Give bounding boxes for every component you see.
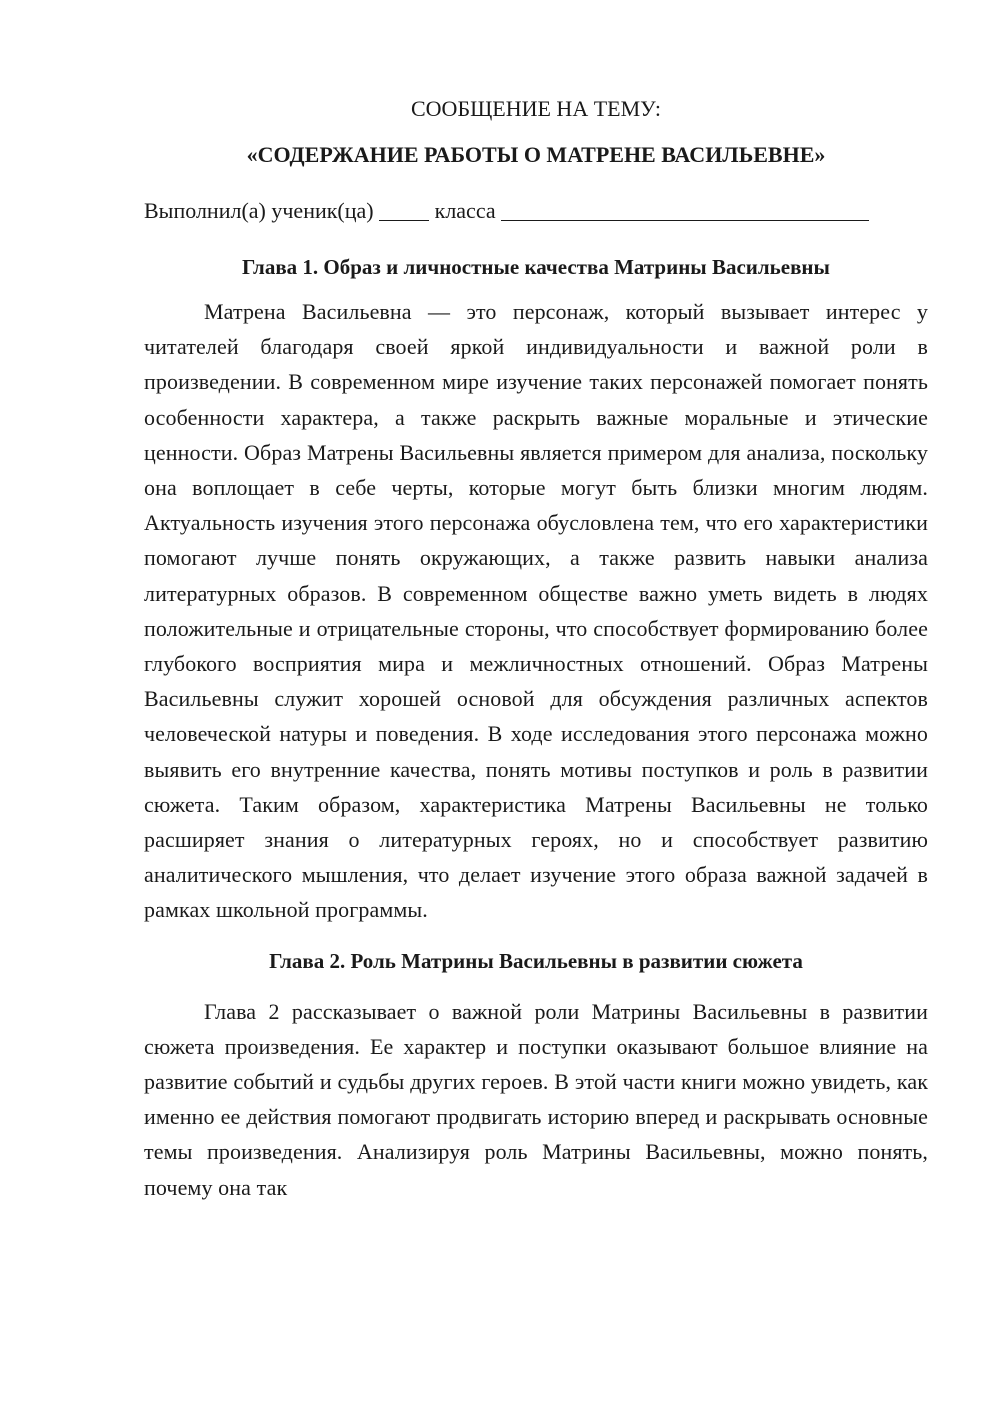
- chapter-1-paragraph: Матрена Васильевна — это персонаж, который вызывает интерес у читателей благодаря своей яркой индивидуальности и важной роли в произведении. В современном мире изучение таких персонажей помогает понять особенности характера, а также раскрыть важные моральные и этические ценности. Образ Матрены Васильевны является примером для анализа, поскольку она воплощает в себе черты, которые могут быть близки многим людям. Актуальность изучения этого персонажа обусловлена тем, что его характеристики помогают лучше понять окружающих, а также развить навыки анализа литературных образов. В современном обществе важно уметь видеть в людях положительные и отрицательные стороны, что способствует формированию более глубокого восприятия мира и межличностных отношений. Образ Матрены Васильевны служит хорошей основой для обсуждения различных аспектов человеческой натуры и поведения. В ходе исследования этого персонажа можно выявить его внутренние качества, понять мотивы поступков и роль в развитии сюжета. Таким образом, характеристика Матрены Васильевны не только расширяет знания о литературных героях, но и способствует развитию аналитического мышления, что делает изучение этого образа важной задачей в рамках школьной программы.: [144, 299, 928, 923]
- chapter-2-heading: Глава 2. Роль Матрины Васильевны в развитии сюжета: [269, 948, 803, 973]
- header-line: СООБЩЕНИЕ НА ТЕМУ:: [411, 96, 661, 121]
- author-prefix: Выполнил(а) ученик(ца): [144, 198, 374, 223]
- document-title: «СОДЕРЖАНИЕ РАБОТЫ О МАТРЕНЕ ВАСИЛЬЕВНЕ»: [246, 142, 826, 167]
- student-name-blank: [501, 198, 869, 221]
- class-word: класса: [434, 198, 496, 223]
- document-page: [144, 92, 928, 1205]
- author-line: [144, 194, 928, 228]
- chapter-2-paragraph: Глава 2 рассказывает о важной роли Матрины Васильевны в развитии сюжета произведения. Ее характер и поступки оказывают большое влияние на развитие событий и судьбы других героев. В этой части книги можно увидеть, как именно ее действия помогают продвигать историю вперед и раскрывать основные темы произведения. Анализируя роль Матрины Васильевны, можно понять, почему она так: [144, 998, 928, 1200]
- chapter-1-heading: Глава 1. Образ и личностные качества Матрины Васильевны: [242, 255, 830, 279]
- class-number-blank: [379, 198, 429, 221]
